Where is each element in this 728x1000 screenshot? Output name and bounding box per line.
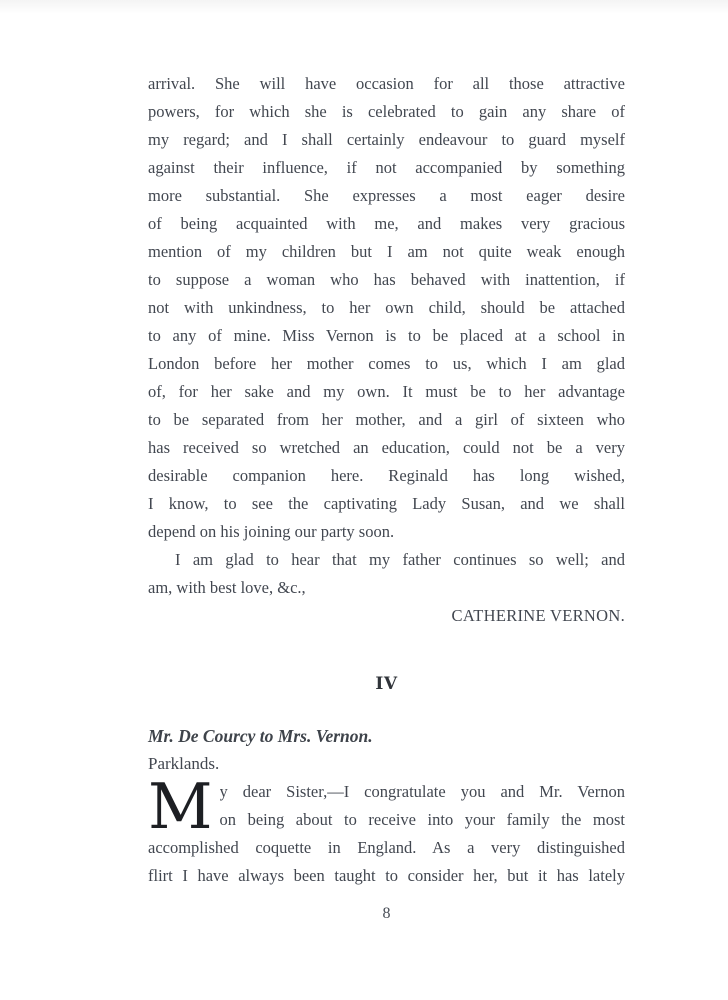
text-line: has received so wretched an education, could not be a very xyxy=(148,438,625,457)
paragraph-opening xyxy=(148,770,625,890)
place-line: Parklands. xyxy=(148,754,220,773)
text-line: flirt I have always been taught to consider her, but it has lately xyxy=(148,866,625,885)
text-line: to any of mine. Miss Vernon is to be placed at a school in xyxy=(148,326,625,345)
text-block xyxy=(148,70,625,928)
text-line: desirable companion here. Reginald has long wished, xyxy=(148,466,625,485)
chapter-heading: IV xyxy=(375,674,398,694)
text-line: am, with best love, &c., xyxy=(148,578,306,597)
text-line: my regard; and I shall certainly endeavour to guard myself xyxy=(148,130,625,149)
text-line: not with unkindness, to her own child, should be attached xyxy=(148,298,625,317)
paragraph-continuation xyxy=(148,70,625,546)
text-line: depend on his joining our party soon. xyxy=(148,522,395,541)
text-line: more substantial. She expresses a most eager desire xyxy=(148,186,625,205)
text-line: powers, for which she is celebrated to gain any share of xyxy=(148,102,625,121)
drop-cap: M xyxy=(148,770,213,843)
text-line: arrival. She will have occasion for all those attractive xyxy=(148,74,625,93)
text-line: of being acquainted with me, and makes very gracious xyxy=(148,214,625,233)
text-line: I am glad to hear that my father continues so well; and xyxy=(175,550,625,569)
page-number: 8 xyxy=(382,905,391,922)
letter-signature: CATHERINE VERNON. xyxy=(451,606,625,625)
text-line: on being about to receive into your family the most xyxy=(219,810,625,829)
paragraph-opening-lines xyxy=(148,770,625,890)
text-line: of, for her sake and my own. It must be to her advantage xyxy=(148,382,625,401)
text-line: to be separated from her mother, and a girl of sixteen who xyxy=(148,410,625,429)
letter-heading: Mr. De Courcy to Mrs. Vernon. xyxy=(148,726,373,746)
text-line: y dear Sister,—I congratulate you and Mr. Vernon xyxy=(219,782,625,801)
text-line: against their influence, if not accompanied by something xyxy=(148,158,625,177)
text-line: London before her mother comes to us, which I am glad xyxy=(148,354,625,373)
text-line: to suppose a woman who has behaved with inattention, if xyxy=(148,270,625,289)
text-line: mention of my children but I am not quite weak enough xyxy=(148,242,625,261)
paragraph-closing xyxy=(148,546,625,602)
text-line: I know, to see the captivating Lady Susan, and we shall xyxy=(148,494,625,513)
text-line: accomplished coquette in England. As a very distinguished xyxy=(148,838,625,857)
